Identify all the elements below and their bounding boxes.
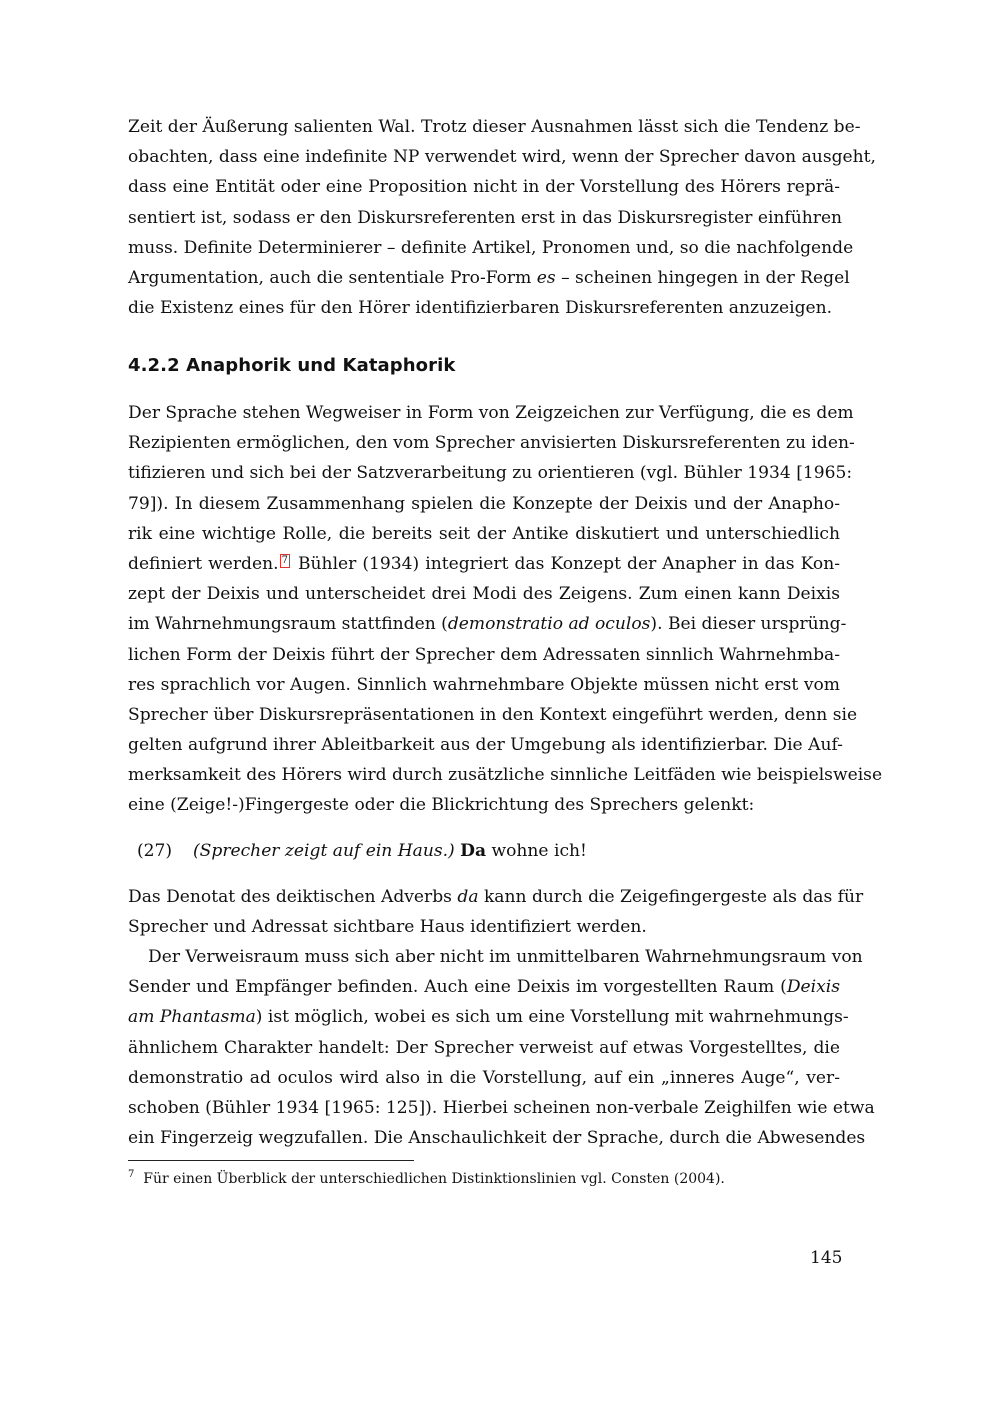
text-line: sentiert ist, sodass er den Diskursreferenten erst in das Diskursregister einführen: [128, 207, 843, 228]
text-line: res sprachlich vor Augen. Sinnlich wahrnehmbare Objekte müssen nicht erst vom: [128, 674, 840, 695]
section-heading: 4.2.2 Anaphorik und Kataphorik: [128, 355, 456, 376]
text-line: schoben (Bühler 1934 [1965: 125]). Hierbei scheinen non-verbale Zeighilfen wie etwa: [128, 1097, 875, 1118]
italic-es: es: [536, 267, 556, 288]
text-line: ähnlichem Charakter handelt: Der Sprecher verweist auf etwas Vorgestelltes, die: [128, 1037, 840, 1058]
text-line: muss. Definite Determinierer – definite Artikel, Pronomen und, so die nachfolgende: [128, 237, 854, 258]
footnote-mark: 7: [128, 1169, 135, 1180]
page-number: 145: [810, 1248, 843, 1268]
text-line: tifizieren und sich bei der Satzverarbeitung zu orientieren (vgl. Bühler 1934 [1965:: [128, 463, 853, 484]
footnote-link[interactable]: 7: [281, 554, 288, 566]
paragraph-1: [128, 112, 876, 323]
footnote: [128, 1165, 725, 1189]
text-line: lichen Form der Deixis führt der Sprecher dem Adressaten sinnlich Wahrnehmba-: [128, 644, 840, 665]
text-line: Sprecher und Adressat sichtbare Haus identifiziert werden.: [128, 917, 647, 938]
paragraph-3: [128, 882, 864, 942]
text-line: Rezipienten ermöglichen, den vom Sprecher anvisierten Diskursreferenten zu iden-: [128, 433, 855, 454]
text-line: am Phantasma) ist möglich, wobei es sich um eine Vorstellung mit wahrnehmungs-: [128, 1007, 849, 1028]
text-line: ein Fingerzeig wegzufallen. Die Anschaulichkeit der Sprache, durch die Abwesendes: [128, 1128, 866, 1149]
text-line: dass eine Entität oder eine Proposition nicht in der Vorstellung des Hörers reprä-: [128, 177, 840, 198]
text-line: 79]). In diesem Zusammenhang spielen die Konzepte der Deixis und der Anapho-: [128, 493, 840, 514]
footnote-text: Für einen Überblick der unterschiedlichen Distinktionslinien vgl. Consten (2004).: [143, 1171, 725, 1187]
example-bold: Da: [460, 841, 487, 861]
text-line: merksamkeit des Hörers wird durch zusätzliche sinnliche Leitfäden wie beispielsweise: [128, 765, 883, 786]
text-line: Das Denotat des deiktischen Adverbs da kann durch die Zeigefingergeste als das für: [128, 887, 864, 907]
paragraph-4: [128, 942, 875, 1153]
paragraph-2: [128, 398, 883, 821]
text-line: Argumentation, auch die sententiale Pro-Form es – scheinen hingegen in der Regel: [128, 267, 850, 288]
example-italic: (Sprecher zeigt auf ein Haus.): [193, 841, 455, 861]
text-line: gelten aufgrund ihrer Ableitbarkeit aus der Umgebung als identifizierbar. Die Auf-: [128, 735, 843, 756]
text-line: definiert werden. 7 Bühler (1934) integriert das Konzept der Anapher in das Kon-: [128, 553, 840, 574]
text-line: demonstratio ad oculos wird also in die Vorstellung, auf ein „inneres Auge“, ver-: [128, 1067, 840, 1088]
text-line: Sender und Empfänger befinden. Auch eine Deixis im vorgestellten Raum (Deixis: [128, 977, 840, 998]
text-line: im Wahrnehmungsraum stattfinden (demonstratio ad oculos). Bei dieser ursprüng-: [128, 614, 847, 635]
text-line: die Existenz eines für den Hörer identifizierbaren Diskursreferenten anzuzeigen.: [128, 298, 833, 319]
text-line: Zeit der Äußerung salienten Wal. Trotz dieser Ausnahmen lässt sich die Tendenz be-: [128, 117, 861, 137]
text-line: Der Sprache stehen Wegweiser in Form von Zeigzeichen zur Verfügung, die es dem: [128, 403, 854, 423]
example-27: (27) (Sprecher zeigt auf ein Haus.) Da wohne ich!: [137, 836, 587, 866]
text-line: Sprecher über Diskursrepräsentationen in den Kontext eingeführt werden, denn sie: [128, 704, 858, 725]
text-line: rik eine wichtige Rolle, die bereits seit der Antike diskutiert und unterschiedlich: [128, 523, 840, 544]
footnote-divider: [128, 1160, 414, 1161]
example-number: (27): [137, 841, 173, 861]
text-line: zept der Deixis und unterscheidet drei Modi des Zeigens. Zum einen kann Deixis: [128, 584, 840, 605]
text-line: obachten, dass eine indefinite NP verwendet wird, wenn der Sprecher davon ausgeht,: [128, 147, 876, 168]
text-line: eine (Zeige!-)Fingergeste oder die Blickrichtung des Sprechers gelenkt:: [128, 795, 755, 816]
text-line: Der Verweisraum muss sich aber nicht im unmittelbaren Wahrnehmungsraum von: [148, 947, 863, 967]
